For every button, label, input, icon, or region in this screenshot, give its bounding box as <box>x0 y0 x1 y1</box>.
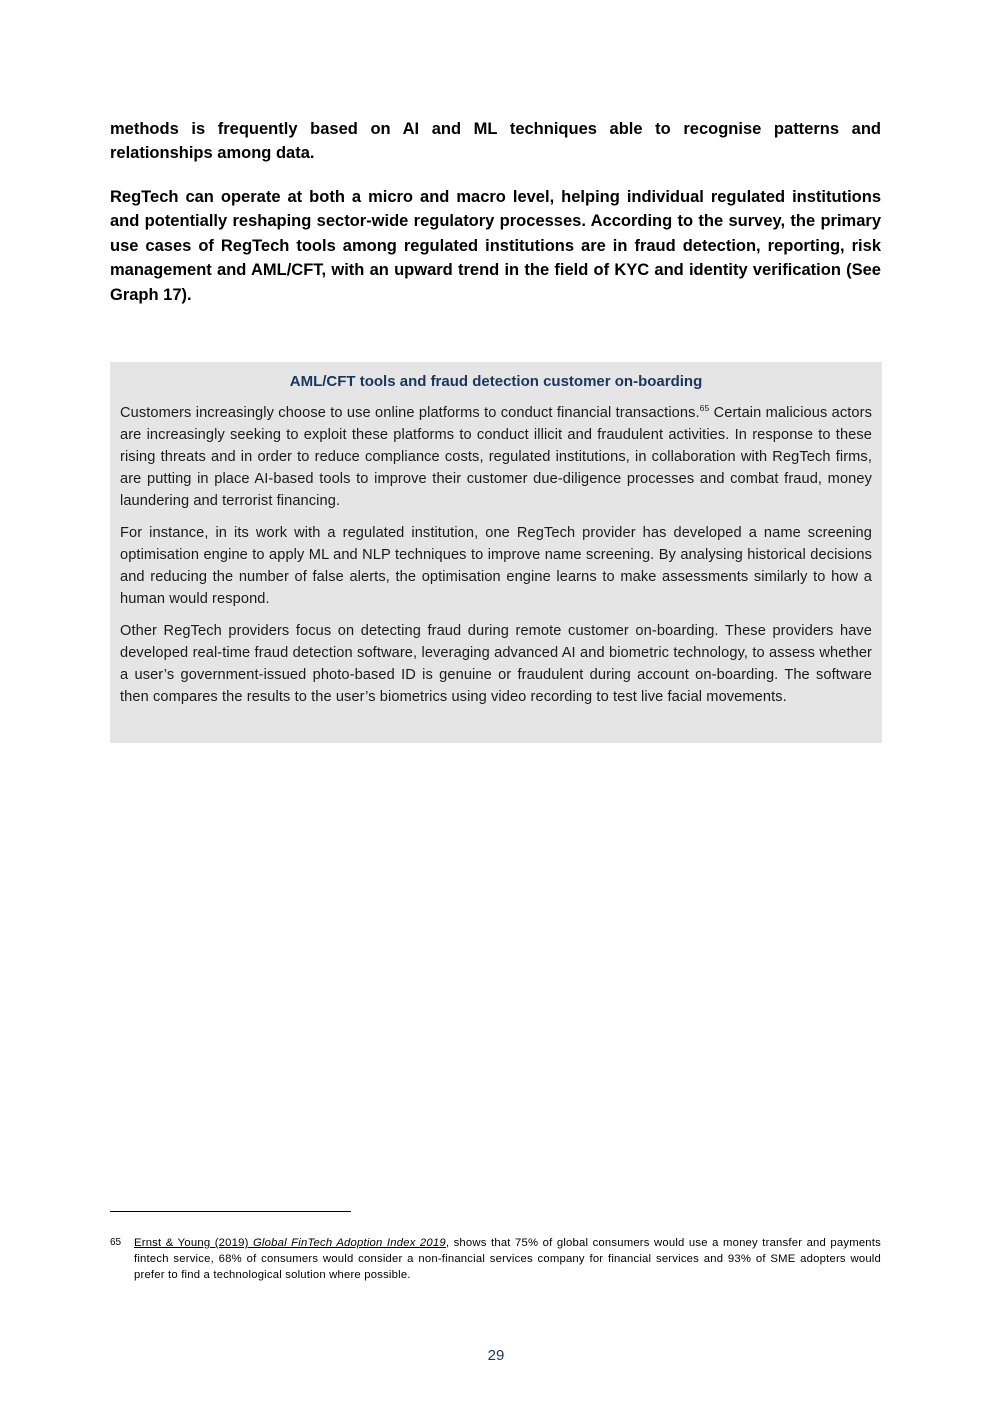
footnote-source: Ernst & Young (2019) <box>134 1237 253 1249</box>
footnote-text <box>134 1235 881 1283</box>
footnote-number: 65 <box>110 1237 122 1248</box>
box-title: AML/CFT tools and fraud detection customer on-boarding <box>289 373 703 390</box>
body-paragraph-2: RegTech can operate at both a micro and macro level, helping individual regulated institutions and potentially reshaping sector-wide regulatory processes. According to the survey, the primary use cases of RegTech tools among regulated institutions are in fraud detection, reporting, risk management and AML/CFT, with an upward trend in the field of KYC and identity verification (See Graph 17). <box>110 188 881 304</box>
body-paragraph-1: methods is frequently based on AI and ML techniques able to recognise patterns and relationships among data. <box>110 120 881 163</box>
footnote <box>110 1235 881 1283</box>
footnote-source-link[interactable] <box>134 1237 446 1249</box>
footnote-reference: 65 <box>699 403 710 413</box>
box-paragraph-1-start: Customers increasingly choose to use online platforms to conduct financial transactions. <box>120 405 700 421</box>
footnote-title: Global FinTech Adoption Index 2019 <box>252 1237 446 1249</box>
box-paragraph-3: Other RegTech providers focus on detecting fraud during remote customer on-boarding. These providers have developed real-time fraud detection software, leveraging advanced AI and biometric technology, to assess whether a user’s government-issued photo-based ID is genuine or fraudulent during account on-boarding. The software then compares the results to the user’s biometrics using video recording to test live facial movements. <box>120 623 872 705</box>
footnote-divider <box>110 1211 351 1212</box>
box-paragraph-1-end: Certain malicious actors are increasingly seeking to exploit these platforms to conduct illicit and fraudulent activities. In response to these rising threats and in order to reduce compliance costs, regulated institutions, in collaboration with RegTech firms, are putting in place AI-based tools to improve their customer due-diligence processes and combat fraud, money laundering and terrorist financing. <box>120 405 873 509</box>
box-paragraph-1 <box>120 402 872 512</box>
footnote-body: , shows that 75% of global consumers would use a money transfer and payments fintech service, 68% of consumers would consider a non-financial services company for financial services and 93% of SME adopters would prefer to find a technological solution where possible. <box>134 1237 881 1281</box>
page-number: 29 <box>487 1347 505 1364</box>
box-paragraph-2: For instance, in its work with a regulated institution, one RegTech provider has developed a name screening optimisation engine to apply ML and NLP techniques to improve name screening. By analysing historical decisions and reducing the number of false alerts, the optimisation engine learns to make assessments similarly to how a human would respond. <box>120 525 872 607</box>
info-box <box>110 362 882 743</box>
